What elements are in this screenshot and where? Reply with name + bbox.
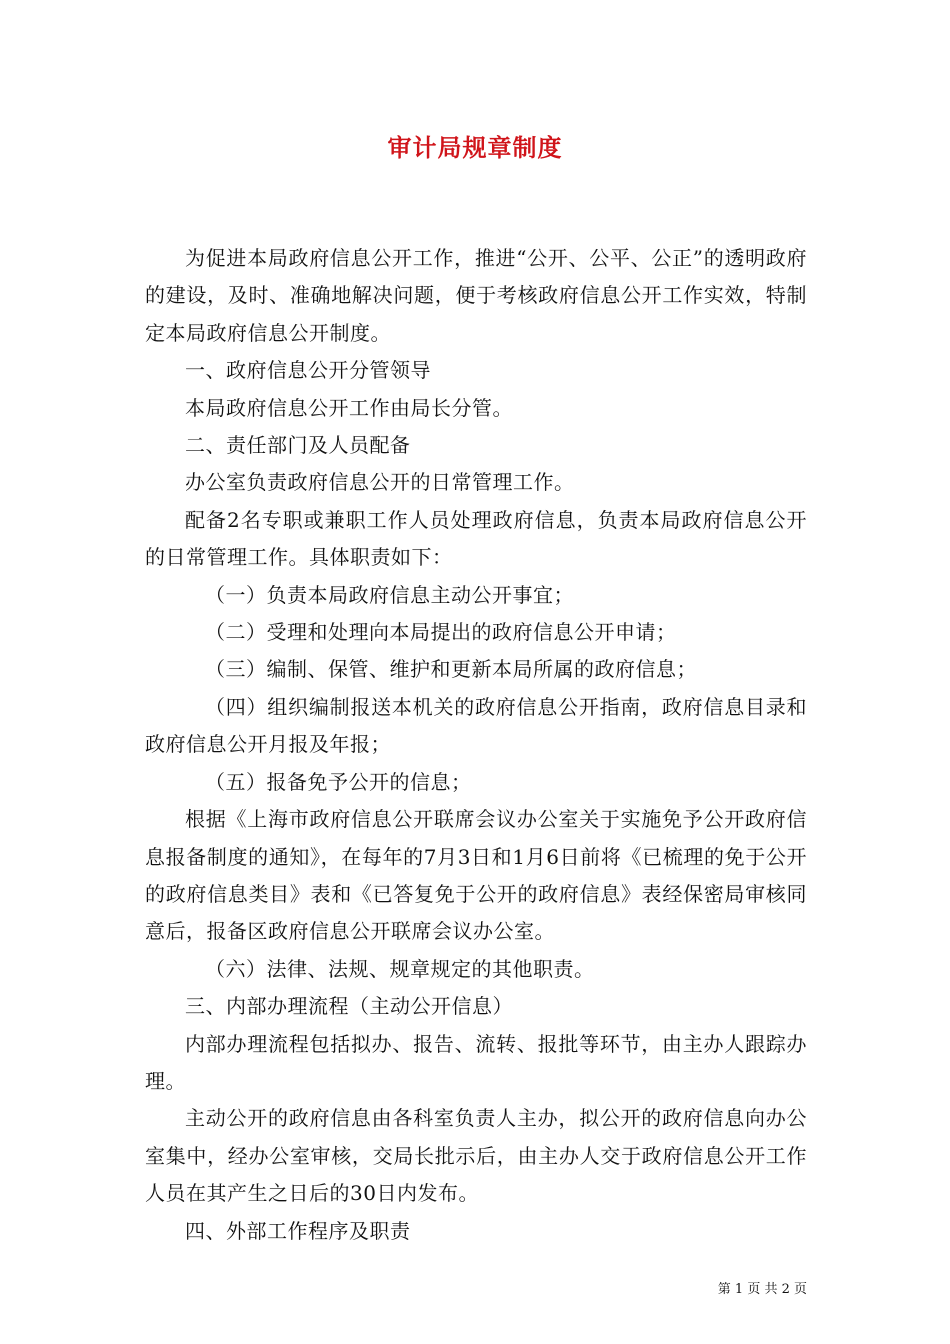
paragraph: 内部办理流程包括拟办、报告、流转、报批等环节，由主办人跟踪办理。 [145, 1031, 807, 1093]
section-heading-4: 四、外部工作程序及职责 [185, 1218, 411, 1243]
page-number: 第 1 页 共 2 页 [717, 1282, 807, 1297]
section-heading-2: 二、责任部门及人员配备 [185, 433, 411, 458]
duty-item-1: （一）负责本局政府信息主动公开事宜； [205, 582, 574, 607]
duty-item-3: （三）编制、保管、维护和更新本局所属的政府信息； [205, 657, 697, 682]
paragraph: 根据《上海市政府信息公开联席会议办公室关于实施免予公开政府信息报备制度的通知》，在每年的7月3日和1月6日前将《已梳理的免于公开的政府信息类目》表和《已答复免于公开的政府信息》表经保密局审核同意后，报备区政府信息公开联席会议办公室。 [145, 807, 807, 944]
paragraph: 办公室负责政府信息公开的日常管理工作。 [185, 470, 575, 495]
duty-item-6: （六）法律、法规、规章规定的其他职责。 [205, 956, 595, 981]
section-heading-3: 三、内部办理流程（主动公开信息） [185, 994, 513, 1019]
document-title: 审计局规章制度 [387, 133, 563, 162]
section-heading-1: 一、政府信息公开分管领导 [185, 358, 431, 383]
paragraph: 为促进本局政府信息公开工作，推进“公开、公平、公正”的透明政府的建设，及时、准确地解决问题，便于考核政府信息公开工作实效，特制定本局政府信息公开制度。 [145, 246, 807, 345]
paragraph: 配备2名专职或兼职工作人员处理政府信息，负责本局政府信息公开的日常管理工作。具体职责如下： [145, 507, 807, 570]
duty-item-2: （二）受理和处理向本局提出的政府信息公开申请； [205, 620, 677, 645]
duty-item-4: （四）组织编制报送本机关的政府信息公开指南，政府信息目录和政府信息公开月报及年报； [145, 694, 807, 757]
duty-item-5: （五）报备免予公开的信息； [205, 769, 472, 794]
paragraph: 主动公开的政府信息由各科室负责人主办，拟公开的政府信息向办公室集中，经办公室审核，交局长批示后，由主办人交于政府信息公开工作人员在其产生之日后的30日内发布。 [145, 1106, 807, 1206]
paragraph: 本局政府信息公开工作由局长分管。 [185, 395, 513, 420]
document-body [145, 240, 807, 1250]
